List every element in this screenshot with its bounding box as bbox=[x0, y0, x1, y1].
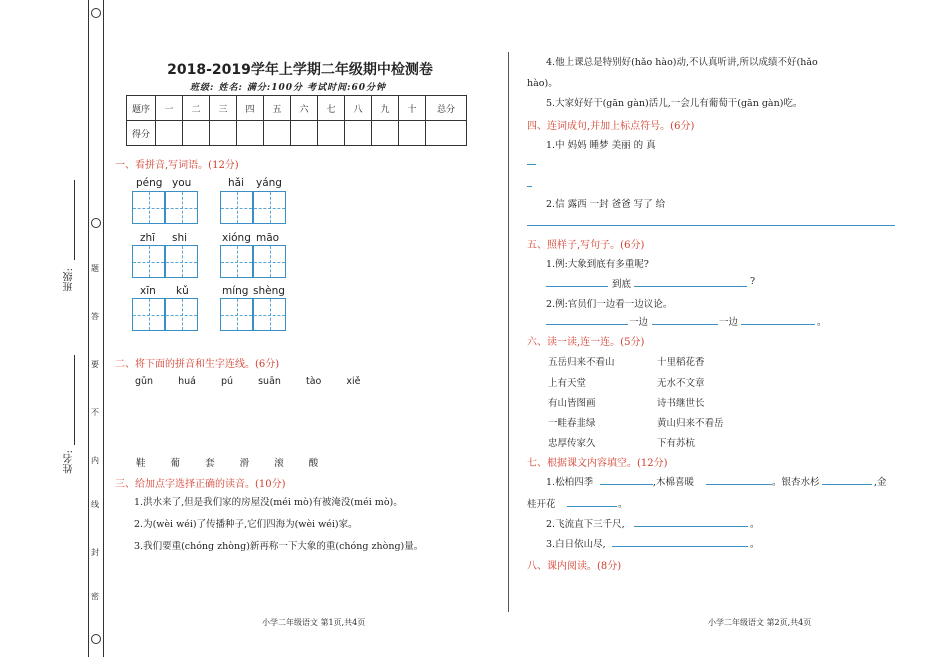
score-table-head: 得分 bbox=[127, 121, 156, 146]
score-col: 八 bbox=[345, 96, 372, 121]
page-title: 2018-2019学年上学期二年级期中检测卷 bbox=[167, 62, 433, 78]
fill-text: 。 bbox=[750, 519, 760, 530]
score-cell[interactable] bbox=[156, 121, 183, 146]
writing-grid[interactable] bbox=[253, 245, 286, 278]
pinyin: xīn bbox=[140, 285, 156, 297]
score-col: 五 bbox=[264, 96, 291, 121]
binding-char: 密 bbox=[91, 592, 99, 601]
score-col: 九 bbox=[372, 96, 399, 121]
writing-grid[interactable] bbox=[220, 191, 253, 224]
score-table bbox=[126, 95, 467, 146]
pinyin-item: tào bbox=[305, 376, 322, 387]
pinyin-list bbox=[135, 376, 360, 387]
fill-text: 一边 bbox=[629, 317, 649, 328]
score-col-total: 总分 bbox=[426, 96, 467, 121]
match-left: 五岳归来不看山 bbox=[548, 357, 615, 368]
footer-right: 小学二年级语文 第2页,共4页 bbox=[708, 618, 812, 627]
question-7-2: 2.飞流直下三千尺, bbox=[546, 519, 625, 530]
writing-grid[interactable] bbox=[253, 191, 286, 224]
score-cell[interactable] bbox=[399, 121, 426, 146]
score-cell[interactable] bbox=[345, 121, 372, 146]
pinyin: zhī bbox=[140, 232, 156, 244]
score-col: 十 bbox=[399, 96, 426, 121]
answer-blank[interactable] bbox=[741, 324, 815, 325]
score-col: 三 bbox=[210, 96, 237, 121]
pinyin-item: gǔn bbox=[135, 376, 154, 387]
score-cell[interactable] bbox=[291, 121, 318, 146]
answer-blank[interactable] bbox=[652, 324, 718, 325]
score-cell[interactable] bbox=[237, 121, 264, 146]
fill-text: 一边 bbox=[719, 317, 739, 328]
score-table-head: 题序 bbox=[127, 96, 156, 121]
question-4-2: 2.信 露西 一封 爸爸 写了 给 bbox=[546, 199, 666, 210]
match-left: 一畦春韭绿 bbox=[548, 418, 596, 429]
writing-grid[interactable] bbox=[165, 245, 198, 278]
pinyin: péng bbox=[136, 177, 163, 189]
question-7-1b: ,木棉喜暖 bbox=[653, 477, 695, 488]
question-7-1d: ,金 bbox=[874, 477, 887, 488]
char-item: 葡 bbox=[170, 458, 181, 469]
match-left: 上有天堂 bbox=[548, 378, 587, 389]
score-cell[interactable] bbox=[372, 121, 399, 146]
pinyin: shi bbox=[172, 232, 188, 244]
writing-grid[interactable] bbox=[220, 298, 253, 331]
pinyin: māo bbox=[256, 232, 280, 244]
char-item: 滚 bbox=[274, 458, 284, 469]
writing-grid[interactable] bbox=[165, 191, 198, 224]
writing-grid[interactable] bbox=[165, 298, 198, 331]
binding-hole-icon bbox=[91, 218, 101, 228]
score-cell[interactable] bbox=[183, 121, 210, 146]
footer-left: 小学二年级语文 第1页,共4页 bbox=[262, 618, 366, 627]
section-6-heading: 六、读一读,连一连。(5分) bbox=[527, 337, 645, 348]
match-left: 有山皆图画 bbox=[548, 398, 596, 409]
exam-info: 班级: 姓名: 满分:100分 考试时间:60分钟 bbox=[190, 83, 387, 93]
answer-blank[interactable] bbox=[706, 484, 772, 485]
answer-blank[interactable] bbox=[612, 546, 748, 547]
score-col: 七 bbox=[318, 96, 345, 121]
question-5-2: 2.例:官员们一边看一边议论。 bbox=[546, 299, 673, 310]
binding-hole-icon bbox=[91, 634, 101, 644]
binding-char: 内 bbox=[91, 456, 99, 465]
fill-text: ? bbox=[750, 276, 756, 287]
writing-grid[interactable] bbox=[132, 245, 165, 278]
char-item: 套 bbox=[205, 458, 215, 469]
pinyin-item: huá bbox=[178, 376, 196, 387]
binding-char: 答 bbox=[91, 312, 99, 321]
question-7-1a: 1.松柏四季 bbox=[546, 477, 594, 488]
binding-char: 不 bbox=[91, 408, 99, 417]
match-left: 忠厚传家久 bbox=[548, 438, 596, 449]
score-cell[interactable] bbox=[210, 121, 237, 146]
score-col: 四 bbox=[237, 96, 264, 121]
section-2-heading: 二、将下面的拼音和生字连线。(6分) bbox=[115, 359, 280, 370]
answer-blank[interactable] bbox=[634, 286, 747, 287]
score-col: 一 bbox=[156, 96, 183, 121]
writing-grid[interactable] bbox=[253, 298, 286, 331]
binding-strip bbox=[88, 0, 104, 657]
question-7-3: 3.白日依山尽, bbox=[546, 539, 606, 550]
binding-hole-icon bbox=[91, 8, 101, 18]
fill-text: 到底 bbox=[612, 279, 632, 290]
match-right: 十里稻花香 bbox=[657, 357, 705, 368]
pinyin: xióng bbox=[222, 232, 251, 244]
answer-blank[interactable] bbox=[546, 286, 608, 287]
section-3-heading: 三、给加点字选择正确的读音。(10分) bbox=[115, 479, 286, 490]
pinyin: yáng bbox=[256, 177, 282, 189]
answer-line-short[interactable] bbox=[527, 186, 532, 187]
class-label: 班级: bbox=[64, 268, 75, 292]
question-3-1: 1.洪水来了,但是我们家的房屋没(méi mò)有被淹没(méi mò)。 bbox=[134, 497, 403, 508]
answer-blank[interactable] bbox=[600, 484, 653, 485]
section-4-heading: 四、连词成句,并加上标点符号。(6分) bbox=[527, 121, 695, 132]
score-col: 二 bbox=[183, 96, 210, 121]
pinyin: kǔ bbox=[176, 285, 189, 297]
binding-char: 封 bbox=[91, 548, 99, 557]
fill-text: 。 bbox=[817, 317, 827, 328]
pinyin: hǎi bbox=[228, 177, 245, 189]
answer-blank[interactable] bbox=[822, 484, 872, 485]
match-right: 黄山归来不看岳 bbox=[657, 418, 724, 429]
binding-char: 要 bbox=[91, 360, 99, 369]
char-item: 鞋 bbox=[136, 458, 146, 469]
answer-blank[interactable] bbox=[634, 526, 748, 527]
question-5-1: 1.例:大象到底有多重呢? bbox=[546, 259, 649, 270]
pinyin: you bbox=[172, 177, 192, 189]
question-3-3: 3.我们要重(chóng zhòng)新再称一下大象的重(chóng zhòng)量。 bbox=[134, 541, 424, 552]
question-3-2: 2.为(wèi wéi)了传播种子,它们四海为(wèi wéi)家。 bbox=[134, 519, 358, 530]
match-right: 诗书继世长 bbox=[657, 398, 705, 409]
pinyin: shèng bbox=[253, 285, 285, 297]
question-3-5: 5.大家好好干(gān gàn)活儿,一会儿有葡萄干(gān gàn)吃。 bbox=[546, 98, 803, 109]
section-1-heading: 一、看拼音,写词语。(12分) bbox=[115, 160, 239, 171]
question-3-4-cont: hào)。 bbox=[527, 78, 558, 89]
match-right: 下有苏杭 bbox=[657, 438, 696, 449]
pinyin-item: suān bbox=[258, 376, 281, 387]
binding-char: 题 bbox=[91, 264, 99, 273]
question-4-1: 1.中 妈妈 睡梦 美丽 的 真 bbox=[546, 140, 656, 151]
pinyin: míng bbox=[222, 285, 249, 297]
char-list bbox=[136, 455, 318, 469]
answer-line-short[interactable] bbox=[527, 164, 536, 165]
writing-grid[interactable] bbox=[132, 298, 165, 331]
char-item: 滑 bbox=[239, 458, 250, 469]
answer-line[interactable] bbox=[527, 225, 895, 226]
question-7-1f: 。 bbox=[618, 499, 628, 510]
answer-blank[interactable] bbox=[546, 324, 628, 325]
page-divider bbox=[508, 52, 509, 612]
section-5-heading: 五、照样子,写句子。(6分) bbox=[527, 240, 645, 251]
question-3-4: 4.他上课总是特别好(hǎo hào)动,不认真听讲,所以成绩不好(hǎo bbox=[546, 57, 818, 68]
score-col: 六 bbox=[291, 96, 318, 121]
question-7-1c: 。银杏水杉 bbox=[772, 477, 820, 488]
pinyin-item: pú bbox=[221, 376, 234, 387]
score-cell[interactable] bbox=[264, 121, 291, 146]
name-line bbox=[74, 355, 75, 445]
score-cell[interactable] bbox=[318, 121, 345, 146]
answer-blank[interactable] bbox=[567, 506, 617, 507]
writing-grid[interactable] bbox=[220, 245, 253, 278]
match-right: 无水不文章 bbox=[657, 378, 705, 389]
score-cell[interactable] bbox=[426, 121, 467, 146]
binding-char: 线 bbox=[91, 500, 99, 509]
question-7-1e: 桂开花 bbox=[527, 499, 556, 510]
fill-text: 。 bbox=[750, 539, 760, 550]
char-item: 酸 bbox=[308, 458, 319, 469]
writing-grid[interactable] bbox=[132, 191, 165, 224]
pinyin-item: xiě bbox=[346, 376, 361, 387]
section-7-heading: 七、根据课文内容填空。(12分) bbox=[527, 458, 668, 469]
name-label: 姓名: bbox=[64, 450, 75, 474]
section-8-heading: 八、课内阅读。(8分) bbox=[527, 561, 622, 572]
class-line bbox=[74, 180, 75, 260]
